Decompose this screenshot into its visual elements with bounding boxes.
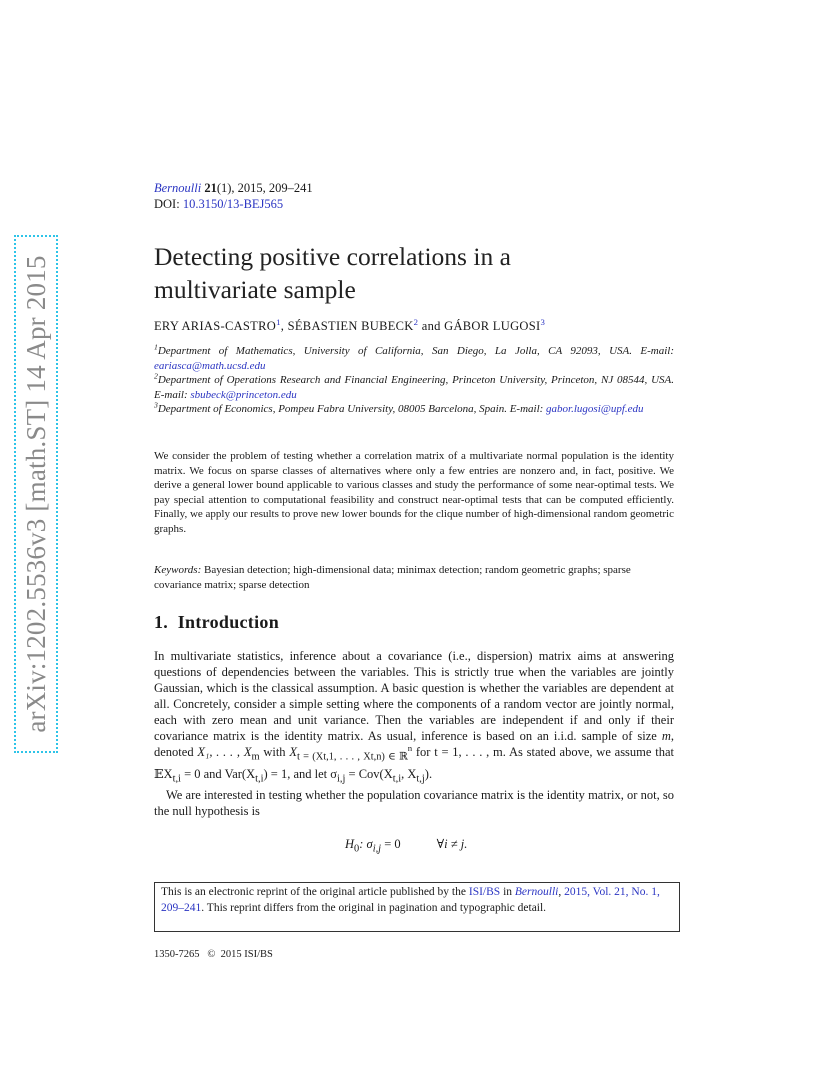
- affiliation-1: [154, 344, 674, 373]
- author-2: SÉBASTIEN BUBECK: [287, 319, 414, 333]
- author-and: and: [418, 319, 445, 333]
- eq-lhs: H: [345, 837, 355, 851]
- author-list: [154, 318, 674, 334]
- keywords-label: Keywords:: [154, 564, 202, 576]
- journal-volume: 21: [204, 181, 217, 195]
- reprint-text-2: in: [500, 886, 515, 898]
- affiliations: [154, 344, 674, 417]
- author-1: ERY ARIAS-CASTRO: [154, 319, 277, 333]
- eq-sigma: : σ: [359, 837, 373, 851]
- bernoulli-link[interactable]: Bernoulli: [514, 886, 559, 898]
- intro-xt-def2: t,1, . . . , X: [323, 751, 371, 763]
- intro-p1-denoted: , denoted: [154, 729, 674, 759]
- journal-header: [154, 180, 674, 212]
- reprint-text-4: . This reprint differs from the original in pagination and typographic detail.: [201, 901, 547, 914]
- arxiv-identifier[interactable]: arXiv:1202.5536v3 [math.ST] 14 Apr 2015: [21, 255, 51, 733]
- section-title: Introduction: [177, 612, 280, 632]
- copyright-symbol: ©: [207, 949, 216, 960]
- intro-xt: X: [289, 745, 297, 759]
- journal-name-link[interactable]: Bernoulli: [154, 181, 202, 195]
- abstract: We consider the problem of testing whether a correlation matrix of a multivariate normal population is the identity matrix. We focus on sparse classes of alternatives where only a few entries are nonzero and, in fact, positive. We derive a general lower bound applicable to various classes and study the performance of some near-optimal tests. We pay special attention to computational feasibility and construct near-optimal tests that can be computed efficiently. Finally, we apply our results to prove new lower bounds for the clique number of high-dimensional random geometric graphs.: [154, 450, 674, 535]
- citation-link[interactable]: 2015, Vol. 21, No. 1, 209–241: [161, 886, 660, 914]
- title-line-2: multivariate sample: [154, 275, 356, 304]
- keywords: [154, 563, 674, 592]
- paper-title: [154, 240, 674, 306]
- null-hypothesis-equation: [345, 836, 545, 855]
- intro-mean-rest: = 0 and Var(X: [180, 766, 256, 781]
- doi-label: DOI:: [154, 197, 180, 211]
- eq-quantifier: ∀i ≠ j.: [436, 837, 468, 851]
- intro-xt-dim: n: [407, 742, 413, 753]
- affiliation-3-marker: 3: [154, 400, 158, 410]
- author-2-affil-ref[interactable]: 2: [413, 316, 419, 327]
- reprint-notice: [154, 882, 680, 932]
- keywords-text: Bayesian detection; high-dimensional data; minimax detection; random geometric graphs; sparse covariance matrix; sparse detection: [154, 564, 631, 591]
- arxiv-stamp-box: [14, 235, 58, 753]
- intro-mean-sub: t,i: [172, 773, 181, 784]
- affiliation-3: [154, 402, 674, 417]
- affiliation-1-text: Department of Mathematics, University of California, San Diego, La Jolla, CA 92093, USA. E-mail:: [157, 345, 674, 357]
- eq-lhs-sub: 0: [354, 843, 360, 855]
- affiliation-2-text: Department of Operations Research and Financial Engineering, Princeton University, Princeton, NJ 08544, USA. E-mail:: [154, 374, 674, 401]
- affiliation-1-marker: 1: [154, 342, 158, 352]
- section-heading: [154, 612, 674, 633]
- email-link-1[interactable]: eariasca@math.ucsd.edu: [154, 359, 266, 372]
- arxiv-sidebar: [14, 235, 58, 753]
- affiliation-2: [154, 373, 674, 402]
- reprint-text-1: This is an electronic reprint of the original article published by the: [161, 886, 469, 898]
- section-number: 1.: [154, 612, 169, 632]
- reprint-text-3: ,: [558, 886, 565, 898]
- eq-rhs: = 0: [381, 837, 401, 851]
- journal-citation-line: [154, 180, 674, 196]
- author-3: GÁBOR LUGOSI: [444, 319, 541, 333]
- intro-xt-def3: t,n) ∈ ℝ: [370, 751, 408, 763]
- intro-sample: X₁, . . . , X: [197, 745, 252, 759]
- email-link-3[interactable]: gabor.lugosi@upf.edu: [546, 403, 644, 416]
- introduction-body: [154, 648, 674, 819]
- doi-line: [154, 196, 674, 212]
- email-link-2[interactable]: sbubeck@princeton.edu: [190, 388, 297, 401]
- intro-cov-sub2: t,j: [416, 773, 425, 784]
- intro-var-rest: ) = 1, and let σ: [263, 766, 338, 781]
- affiliation-3-text: Department of Economics, Pompeu Fabra University, 08005 Barcelona, Spain. E-mail:: [157, 403, 547, 416]
- intro-sigma-rest: = Cov(X: [345, 766, 393, 781]
- title-line-1: Detecting positive correlations in a: [154, 242, 511, 271]
- author-separator: ,: [280, 319, 288, 333]
- intro-cov-end: ).: [424, 766, 433, 781]
- intro-paragraph-2: We are interested in testing whether the population covariance matrix is the identity matrix, or not, so the null hypothesis is: [154, 788, 674, 818]
- copyright-holder: 2015 ISI/BS: [220, 949, 273, 960]
- intro-sample-sub: m: [251, 751, 260, 763]
- intro-paragraph-1: [154, 648, 674, 787]
- intro-cov-sub1: t,i: [392, 773, 402, 784]
- page-footer: [154, 948, 674, 962]
- intro-xt-def: t = (X: [296, 751, 324, 763]
- intro-with: with: [259, 745, 290, 759]
- journal-issue-pages: (1), 2015, 209–241: [216, 181, 313, 195]
- intro-var-m: m: [661, 729, 671, 743]
- affiliation-2-marker: 2: [154, 371, 158, 381]
- intro-var-sub: t,i: [255, 773, 264, 784]
- intro-for-t: for t = 1, . . . , m. As stated above, we assume that 𝔼X: [154, 745, 674, 781]
- intro-p1-text: In multivariate statistics, inference about a covariance (i.e., dispersion) matrix aims at answering questions of dependencies between the variables. This is strictly true when the variables are jointly Gaussian, which is the classical assumption. A basic question is whether the variables are dependent at all. Concretely, consider a simple setting where the components of a random vector are jointly normal, each with zero mean and unit variance. Then the variables are independent if and only if their covariance matrix is the identity matrix. As usual, inference is based on an i.i.d. sample of size: [154, 649, 674, 743]
- issn: 1350-7265: [154, 949, 200, 960]
- isi-bs-link[interactable]: ISI/BS: [468, 886, 501, 898]
- intro-sigma-sub: i,j: [337, 773, 346, 784]
- intro-cov-mid: , X: [401, 766, 417, 781]
- author-1-affil-ref[interactable]: 1: [276, 316, 281, 327]
- doi-link[interactable]: 10.3150/13-BEJ565: [182, 197, 284, 211]
- author-3-affil-ref[interactable]: 3: [540, 316, 546, 327]
- eq-sigma-sub: i,j: [372, 843, 382, 855]
